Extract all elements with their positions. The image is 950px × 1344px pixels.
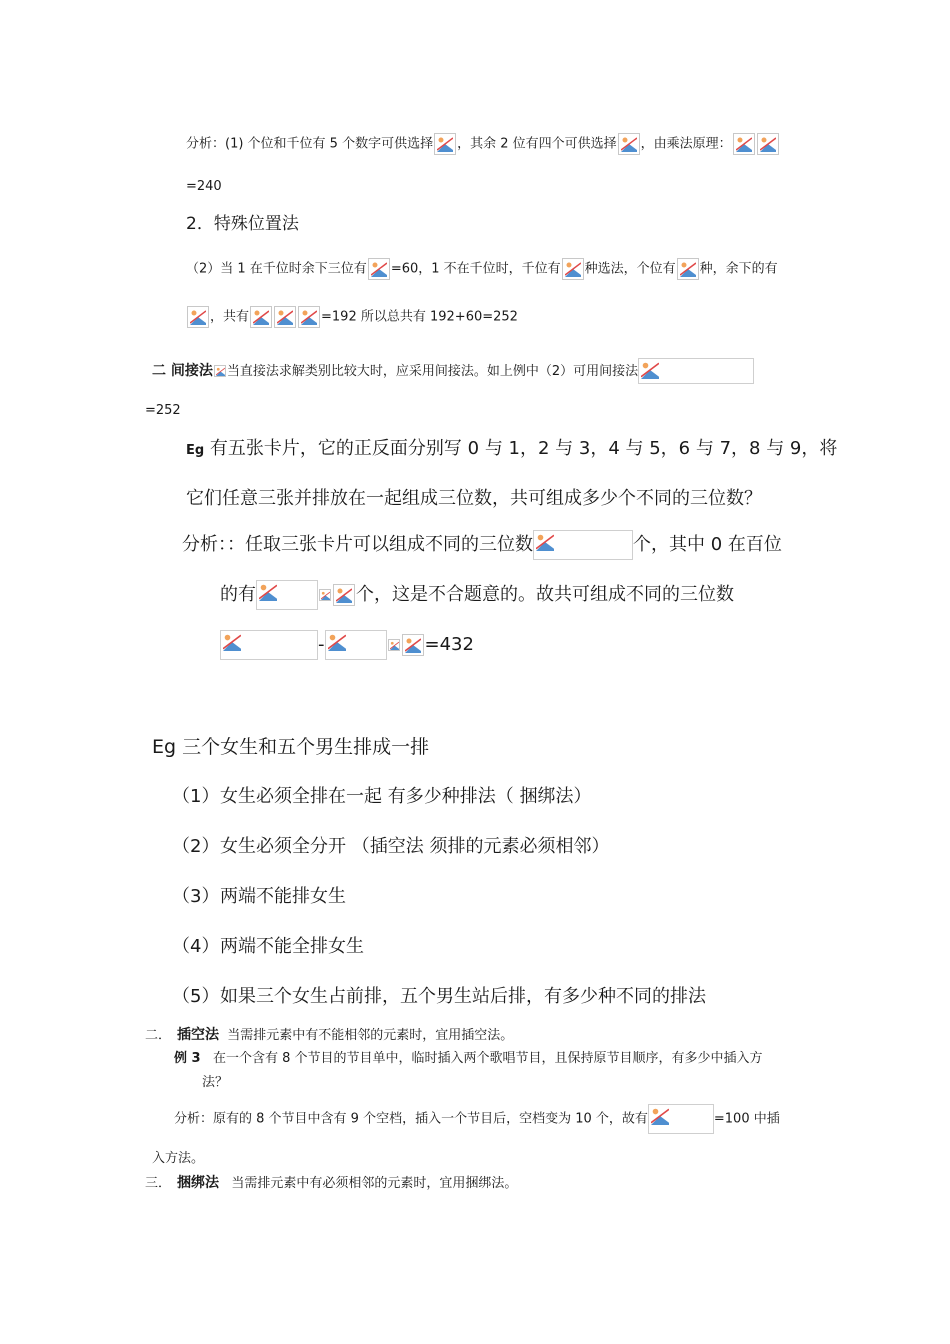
formula-image-icon [618, 133, 640, 155]
formula-image-icon [214, 365, 226, 377]
analysis-line-2b: ，共有 =192 所以总共有 192+60=252 [186, 306, 518, 328]
example-cards-line-3: 分析：：任取三张卡片可以组成不同的三位数 个，其中 0 在百位 [182, 530, 782, 560]
example-cards-line-2: 它们任意三张并排放在一起组成三位数，共可组成多少个不同的三位数？ [186, 488, 762, 509]
formula-image-icon [333, 584, 355, 606]
formula-image-box [638, 358, 754, 384]
formula-image-icon [250, 306, 272, 328]
formula-image-icon [677, 258, 699, 280]
formula-image-icon [434, 133, 456, 155]
formula-image-box [220, 630, 318, 660]
question-item: （3）两端不能排女生 [172, 886, 346, 907]
indirect-result-252: =252 [145, 403, 181, 418]
formula-image-icon [187, 306, 209, 328]
example-3-line-1: 例 3 在一个含有 8 个节目的节目单中，临时插入两个歌唱节目，且保持原节目顺序，有多少中插入方 [174, 1051, 763, 1066]
example-3-line-2: 法？ [202, 1075, 229, 1090]
example-3-analysis: 分析：原有的 8 个节目中含有 9 个空档，插入一个节目后，空档变为 10 个，故有 =100 中插 [174, 1104, 780, 1134]
formula-image-icon [274, 306, 296, 328]
formula-image-icon [757, 133, 779, 155]
formula-image-icon [562, 258, 584, 280]
indirect-method-title: 二 间接法 [152, 363, 213, 379]
formula-image-icon [298, 306, 320, 328]
analysis-line-2: （2）当 1 在千位时余下三位有 =60，1 不在千位时，千位有 种选法，个位有 种，余下的有 [186, 258, 778, 280]
indirect-method-line: 二 间接法 当直接法求解类别比较大时，应采用间接法。如上例中（2）可用间接法 [152, 358, 754, 384]
formula-image-icon [368, 258, 390, 280]
question-item: （2）女生必须全分开 （插空法 须排的元素必须相邻） [172, 836, 610, 857]
analysis-result-240: =240 [186, 179, 222, 194]
example-3-label: 例 3 [174, 1051, 201, 1066]
formula-image-icon [319, 589, 331, 601]
example-3-line-3: 入方法。 [152, 1151, 205, 1166]
example-cards-line-5: - =432 [220, 630, 474, 660]
question-item: （4）两端不能全排女生 [172, 936, 364, 957]
formula-image-box [533, 530, 633, 560]
formula-image-box [256, 580, 318, 610]
question-item: （1）女生必须全排在一起 有多少种排法（ 捆绑法） [172, 786, 592, 807]
analysis-line-1: 分析：(1) 个位和千位有 5 个数字可供选择 ，其余 2 位有四个可供选择 ，由乘法原理： [186, 133, 780, 155]
question-item: （5）如果三个女生占前排，五个男生站后排，有多少种不同的排法 [172, 986, 706, 1007]
formula-image-box [648, 1104, 714, 1134]
formula-image-icon [733, 133, 755, 155]
formula-image-icon [402, 634, 424, 656]
heading-special-position: 2．特殊位置法 [186, 214, 299, 234]
formula-image-icon [388, 639, 400, 651]
section-bundling-title: 捆绑法 [177, 1175, 219, 1191]
formula-image-box [325, 630, 387, 660]
section-bundling-method: 三． 捆绑法 当需排元素中有必须相邻的元素时，宜用捆绑法。 [145, 1175, 518, 1191]
example-arrangement-title: Eg 三个女生和五个男生排成一排 [152, 736, 430, 758]
section-insertion-method: 二． 插空法 当需排元素中有不能相邻的元素时，宜用插空法。 [145, 1027, 514, 1043]
example-cards-line-4: 的有 个，这是不合题意的。故共可组成不同的三位数 [220, 580, 734, 610]
example-cards-line-1: Eg 有五张卡片，它的正反面分别写 0 与 1，2 与 3，4 与 5，6 与 7，8 与 9，将 [186, 438, 838, 459]
section-insertion-title: 插空法 [177, 1027, 219, 1043]
